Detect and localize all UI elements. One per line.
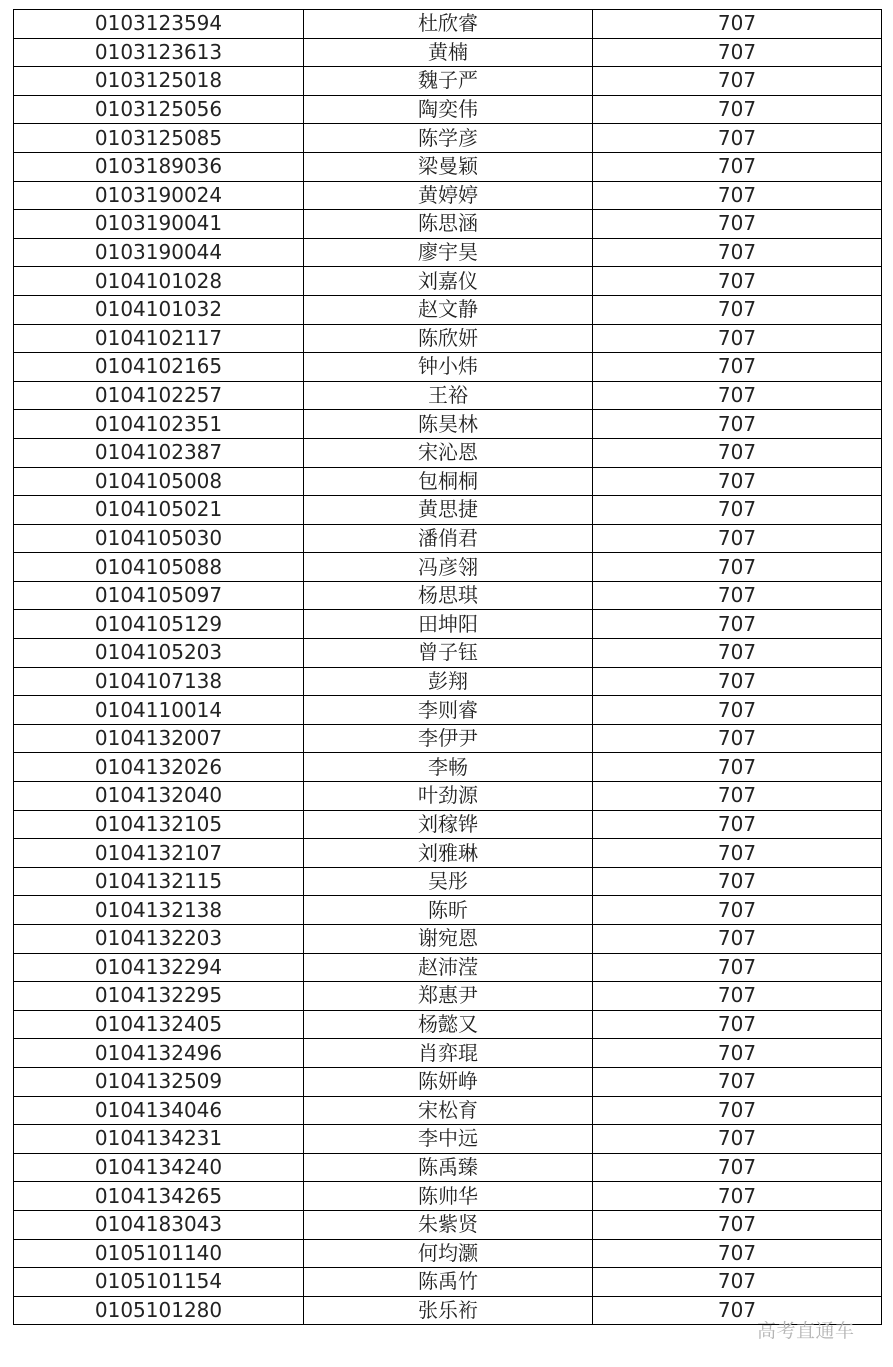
score-cell: 707 xyxy=(593,553,882,582)
candidate-id-cell: 0104132007 xyxy=(14,724,304,753)
table-row xyxy=(14,524,882,553)
score-cell: 707 xyxy=(593,782,882,811)
score-cell: 707 xyxy=(593,810,882,839)
score-cell: 707 xyxy=(593,381,882,410)
table-row xyxy=(14,610,882,639)
student-name-cell: 肖弈琨 xyxy=(304,1039,593,1068)
score-cell: 707 xyxy=(593,953,882,982)
score-cell: 707 xyxy=(593,524,882,553)
score-cell: 707 xyxy=(593,639,882,668)
score-cell: 707 xyxy=(593,267,882,296)
table-row xyxy=(14,496,882,525)
score-cell: 707 xyxy=(593,353,882,382)
candidate-id-cell: 0103190041 xyxy=(14,210,304,239)
student-name-cell: 叶劲源 xyxy=(304,782,593,811)
watermark: 高考直通车 xyxy=(757,1320,855,1342)
table-row xyxy=(14,381,882,410)
table-row xyxy=(14,810,882,839)
student-name-cell: 宋松育 xyxy=(304,1096,593,1125)
score-cell: 707 xyxy=(593,238,882,267)
student-name-cell: 黄思捷 xyxy=(304,496,593,525)
candidate-id-cell: 0104102257 xyxy=(14,381,304,410)
score-cell: 707 xyxy=(593,410,882,439)
candidate-id-cell: 0104102387 xyxy=(14,438,304,467)
student-name-cell: 何均灏 xyxy=(304,1239,593,1268)
table-row xyxy=(14,1039,882,1068)
table-row xyxy=(14,1125,882,1154)
student-name-cell: 黄婷婷 xyxy=(304,181,593,210)
score-cell: 707 xyxy=(593,925,882,954)
student-name-cell: 陶奕伟 xyxy=(304,95,593,124)
student-name-cell: 郑惠尹 xyxy=(304,982,593,1011)
candidate-id-cell: 0104105030 xyxy=(14,524,304,553)
student-name-cell: 王裕 xyxy=(304,381,593,410)
score-cell: 707 xyxy=(593,867,882,896)
candidate-id-cell: 0104132107 xyxy=(14,839,304,868)
student-name-cell: 张乐裄 xyxy=(304,1296,593,1325)
score-cell: 707 xyxy=(593,181,882,210)
student-name-cell: 谢宛恩 xyxy=(304,925,593,954)
candidate-id-cell: 0104102351 xyxy=(14,410,304,439)
candidate-id-cell: 0104105008 xyxy=(14,467,304,496)
score-cell: 707 xyxy=(593,467,882,496)
table-row xyxy=(14,724,882,753)
table-row xyxy=(14,438,882,467)
candidate-id-cell: 0103123613 xyxy=(14,38,304,67)
score-cell: 707 xyxy=(593,1296,882,1325)
student-name-cell: 田坤阳 xyxy=(304,610,593,639)
score-table xyxy=(13,9,882,1325)
student-name-cell: 陈禹竹 xyxy=(304,1268,593,1297)
table-row xyxy=(14,238,882,267)
student-name-cell: 刘稼铧 xyxy=(304,810,593,839)
student-name-cell: 刘雅琳 xyxy=(304,839,593,868)
candidate-id-cell: 0104132115 xyxy=(14,867,304,896)
score-cell: 707 xyxy=(593,496,882,525)
student-name-cell: 冯彦翎 xyxy=(304,553,593,582)
candidate-id-cell: 0104105021 xyxy=(14,496,304,525)
student-name-cell: 魏子严 xyxy=(304,67,593,96)
candidate-id-cell: 0104132509 xyxy=(14,1067,304,1096)
table-row xyxy=(14,1268,882,1297)
score-cell: 707 xyxy=(593,1153,882,1182)
candidate-id-cell: 0104132203 xyxy=(14,925,304,954)
score-cell: 707 xyxy=(593,438,882,467)
candidate-id-cell: 0105101154 xyxy=(14,1268,304,1297)
candidate-id-cell: 0104105129 xyxy=(14,610,304,639)
candidate-id-cell: 0103189036 xyxy=(14,152,304,181)
candidate-id-cell: 0104134265 xyxy=(14,1182,304,1211)
score-cell: 707 xyxy=(593,896,882,925)
score-cell: 707 xyxy=(593,839,882,868)
candidate-id-cell: 0104134046 xyxy=(14,1096,304,1125)
student-name-cell: 杨懿又 xyxy=(304,1010,593,1039)
table-row xyxy=(14,38,882,67)
table-row xyxy=(14,124,882,153)
candidate-id-cell: 0104132295 xyxy=(14,982,304,1011)
student-name-cell: 廖宇昊 xyxy=(304,238,593,267)
candidate-id-cell: 0104132405 xyxy=(14,1010,304,1039)
candidate-id-cell: 0104132105 xyxy=(14,810,304,839)
score-cell: 707 xyxy=(593,124,882,153)
student-name-cell: 黄楠 xyxy=(304,38,593,67)
table-row xyxy=(14,1182,882,1211)
candidate-id-cell: 0103125085 xyxy=(14,124,304,153)
candidate-id-cell: 0103123594 xyxy=(14,10,304,39)
table-row xyxy=(14,1010,882,1039)
student-name-cell: 李畅 xyxy=(304,753,593,782)
score-cell: 707 xyxy=(593,982,882,1011)
student-name-cell: 吴彤 xyxy=(304,867,593,896)
score-cell: 707 xyxy=(593,324,882,353)
table-row xyxy=(14,1153,882,1182)
student-name-cell: 陈欣妍 xyxy=(304,324,593,353)
student-name-cell: 李则睿 xyxy=(304,696,593,725)
student-name-cell: 陈妍峥 xyxy=(304,1067,593,1096)
table-row xyxy=(14,95,882,124)
student-name-cell: 彭翔 xyxy=(304,667,593,696)
score-cell: 707 xyxy=(593,67,882,96)
candidate-id-cell: 0103190044 xyxy=(14,238,304,267)
score-cell: 707 xyxy=(593,610,882,639)
table-row xyxy=(14,67,882,96)
table-row xyxy=(14,667,882,696)
student-name-cell: 包桐桐 xyxy=(304,467,593,496)
score-cell: 707 xyxy=(593,1239,882,1268)
score-cell: 707 xyxy=(593,1096,882,1125)
table-row xyxy=(14,867,882,896)
score-cell: 707 xyxy=(593,1039,882,1068)
candidate-id-cell: 0104105097 xyxy=(14,581,304,610)
candidate-id-cell: 0104132496 xyxy=(14,1039,304,1068)
table-row xyxy=(14,896,882,925)
score-cell: 707 xyxy=(593,10,882,39)
candidate-id-cell: 0103190024 xyxy=(14,181,304,210)
score-cell: 707 xyxy=(593,152,882,181)
score-cell: 707 xyxy=(593,667,882,696)
score-cell: 707 xyxy=(593,295,882,324)
student-name-cell: 潘俏君 xyxy=(304,524,593,553)
score-cell: 707 xyxy=(593,581,882,610)
student-name-cell: 赵沛滢 xyxy=(304,953,593,982)
table-row xyxy=(14,639,882,668)
table-row xyxy=(14,410,882,439)
candidate-id-cell: 0104105088 xyxy=(14,553,304,582)
score-cell: 707 xyxy=(593,696,882,725)
candidate-id-cell: 0104132026 xyxy=(14,753,304,782)
candidate-id-cell: 0104105203 xyxy=(14,639,304,668)
student-name-cell: 赵文静 xyxy=(304,295,593,324)
candidate-id-cell: 0104101028 xyxy=(14,267,304,296)
score-cell: 707 xyxy=(593,1210,882,1239)
table-row xyxy=(14,210,882,239)
student-name-cell: 陈帅华 xyxy=(304,1182,593,1211)
candidate-id-cell: 0103125056 xyxy=(14,95,304,124)
table-row xyxy=(14,696,882,725)
student-name-cell: 李中远 xyxy=(304,1125,593,1154)
student-name-cell: 李伊尹 xyxy=(304,724,593,753)
table-row xyxy=(14,581,882,610)
student-name-cell: 宋沁恩 xyxy=(304,438,593,467)
table-row xyxy=(14,839,882,868)
student-name-cell: 陈禹臻 xyxy=(304,1153,593,1182)
table-row xyxy=(14,324,882,353)
student-name-cell: 陈昊林 xyxy=(304,410,593,439)
candidate-id-cell: 0104183043 xyxy=(14,1210,304,1239)
score-cell: 707 xyxy=(593,95,882,124)
candidate-id-cell: 0104107138 xyxy=(14,667,304,696)
candidate-id-cell: 0104134231 xyxy=(14,1125,304,1154)
table-row xyxy=(14,152,882,181)
student-name-cell: 陈昕 xyxy=(304,896,593,925)
candidate-id-cell: 0105101280 xyxy=(14,1296,304,1325)
table-row xyxy=(14,267,882,296)
candidate-id-cell: 0104132138 xyxy=(14,896,304,925)
student-name-cell: 朱紫贤 xyxy=(304,1210,593,1239)
candidate-id-cell: 0104110014 xyxy=(14,696,304,725)
table-row xyxy=(14,295,882,324)
student-name-cell: 刘嘉仪 xyxy=(304,267,593,296)
table-row xyxy=(14,1239,882,1268)
student-name-cell: 梁曼颖 xyxy=(304,152,593,181)
score-cell: 707 xyxy=(593,210,882,239)
table-row xyxy=(14,953,882,982)
student-name-cell: 杜欣睿 xyxy=(304,10,593,39)
table-row xyxy=(14,181,882,210)
score-cell: 707 xyxy=(593,1010,882,1039)
student-name-cell: 杨思琪 xyxy=(304,581,593,610)
table-row xyxy=(14,1096,882,1125)
candidate-id-cell: 0104102117 xyxy=(14,324,304,353)
table-row xyxy=(14,1067,882,1096)
candidate-id-cell: 0103125018 xyxy=(14,67,304,96)
student-name-cell: 陈学彦 xyxy=(304,124,593,153)
candidate-id-cell: 0105101140 xyxy=(14,1239,304,1268)
table-row xyxy=(14,10,882,39)
candidate-id-cell: 0104132040 xyxy=(14,782,304,811)
table-row xyxy=(14,753,882,782)
table-row xyxy=(14,467,882,496)
table-row xyxy=(14,925,882,954)
candidate-id-cell: 0104102165 xyxy=(14,353,304,382)
student-name-cell: 陈思涵 xyxy=(304,210,593,239)
candidate-id-cell: 0104101032 xyxy=(14,295,304,324)
table-row xyxy=(14,982,882,1011)
candidate-id-cell: 0104134240 xyxy=(14,1153,304,1182)
table-row xyxy=(14,353,882,382)
score-cell: 707 xyxy=(593,1067,882,1096)
score-cell: 707 xyxy=(593,753,882,782)
score-cell: 707 xyxy=(593,1268,882,1297)
table-row xyxy=(14,1296,882,1325)
table-row xyxy=(14,1210,882,1239)
score-cell: 707 xyxy=(593,1182,882,1211)
student-name-cell: 钟小炜 xyxy=(304,353,593,382)
table-body xyxy=(14,10,882,1325)
score-cell: 707 xyxy=(593,1125,882,1154)
student-name-cell: 曾子钰 xyxy=(304,639,593,668)
table-row xyxy=(14,553,882,582)
score-cell: 707 xyxy=(593,724,882,753)
candidate-id-cell: 0104132294 xyxy=(14,953,304,982)
score-cell: 707 xyxy=(593,38,882,67)
table-row xyxy=(14,782,882,811)
